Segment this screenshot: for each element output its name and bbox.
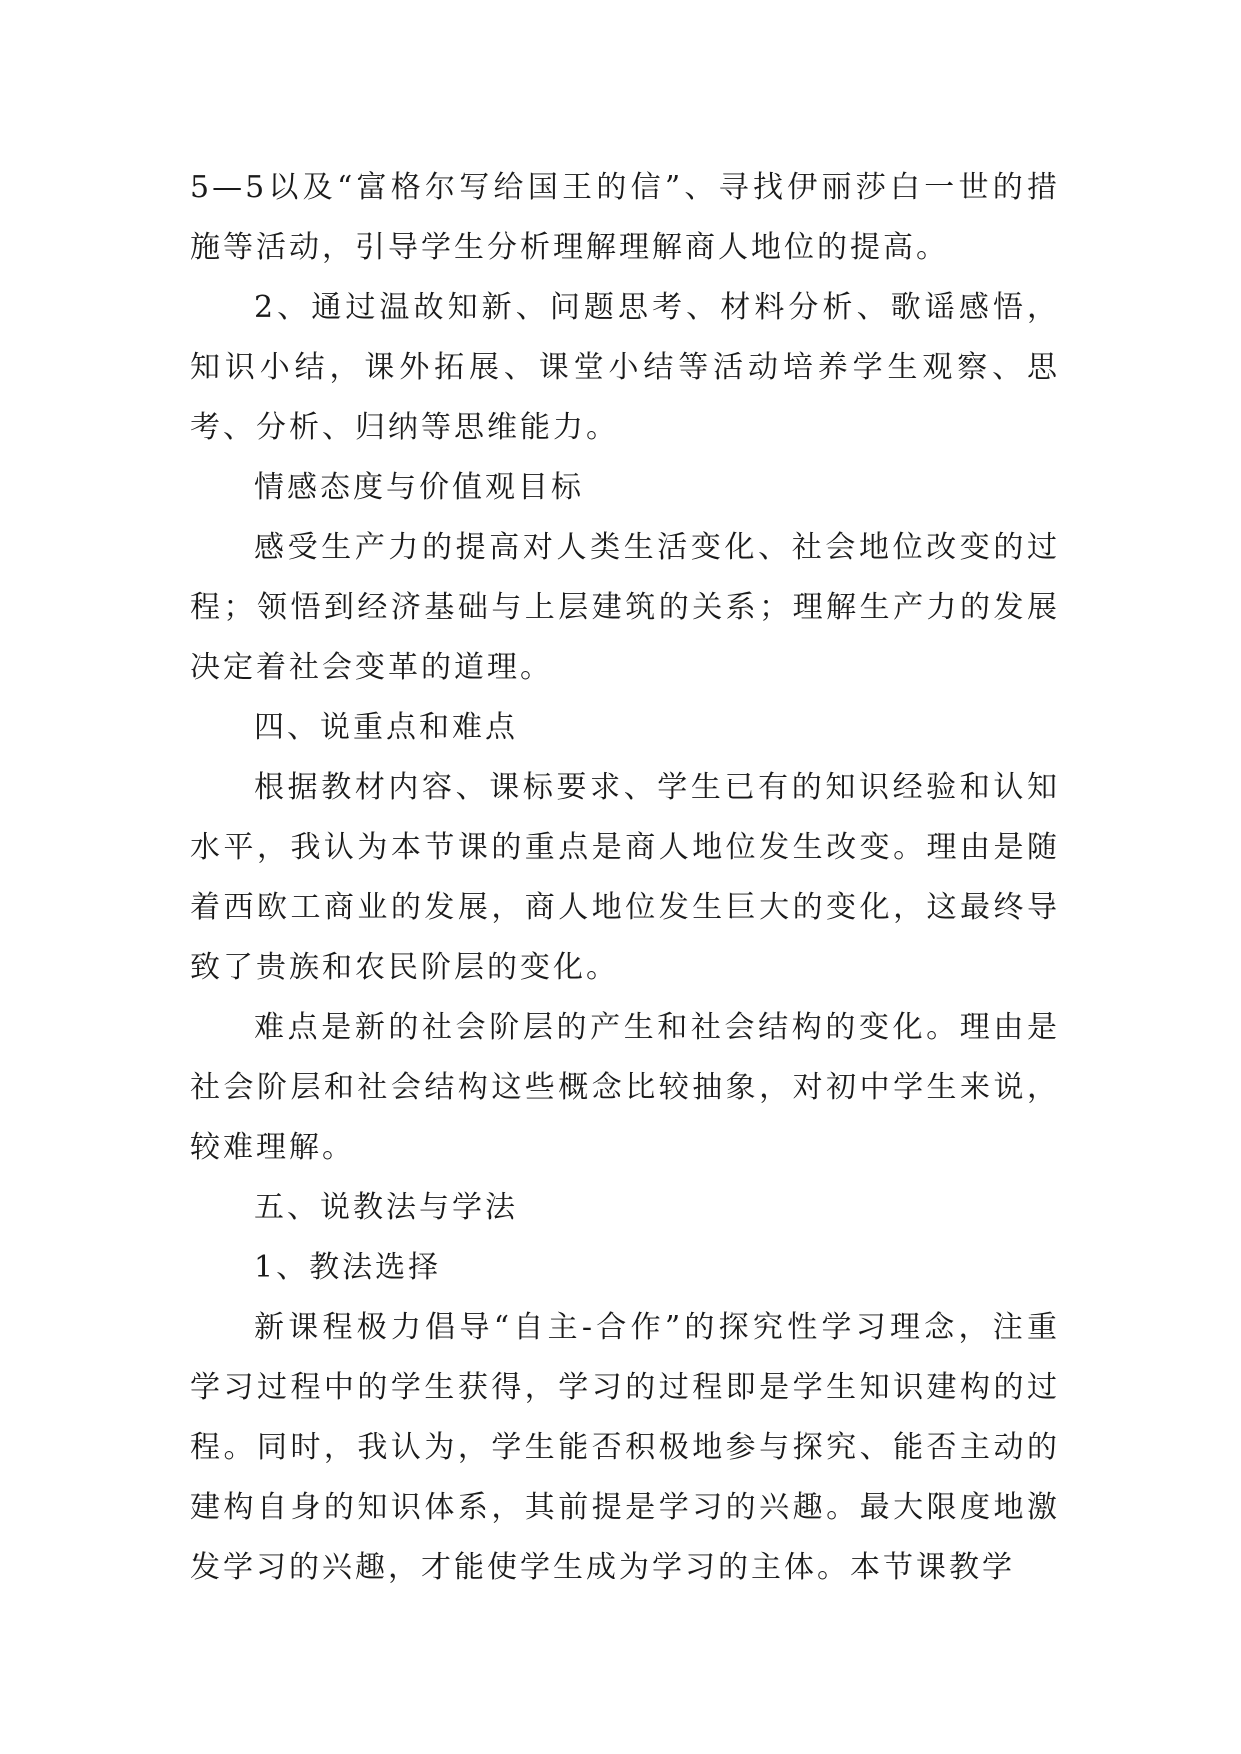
paragraph-key-point: 根据教材内容、课标要求、学生已有的知识经验和认知水平，我认为本节课的重点是商人地位发生改变。理由是随着西欧工商业的发展，商人地位发生巨大的变化，这最终导致了贵族和农民阶层的变化。 xyxy=(190,770,1060,985)
heading-teaching-method: 1、教法选择 xyxy=(254,1250,442,1285)
heading-key-points: 四、说重点和难点 xyxy=(254,710,518,745)
paragraph-difficult-point: 难点是新的社会阶层的产生和社会结构的变化。理由是社会阶层和社会结构这些概念比较抽象，对初中学生来说，较难理解。 xyxy=(190,1010,1060,1165)
paragraph-emotion-goal: 感受生产力的提高对人类生活变化、社会地位改变的过程；领悟到经济基础与上层建筑的关系；理解生产力的发展决定着社会变革的道理。 xyxy=(190,530,1060,685)
document-body xyxy=(190,158,1060,1598)
paragraph-teaching-method: 新课程极力倡导“自主-合作”的探究性学习理念，注重学习过程中的学生获得，学习的过程即是学生知识建构的过程。同时，我认为，学生能否积极地参与探究、能否主动的建构自身的知识体系，其前提是学习的兴趣。最大限度地激发学习的兴趣，才能使学生成为学习的主体。本节课教学 xyxy=(190,1310,1060,1585)
paragraph-ability-goal: 2、通过温故知新、问题思考、材料分析、歌谣感悟，知识小结，课外拓展、课堂小结等活动培养学生观察、思考、分析、归纳等思维能力。 xyxy=(190,290,1060,445)
heading-emotion-goal: 情感态度与价值观目标 xyxy=(254,470,584,505)
paragraph-continuation: 5—5以及“富格尔写给国王的信”、寻找伊丽莎白一世的措施等活动，引导学生分析理解理解商人地位的提高。 xyxy=(190,170,1060,265)
heading-methods: 五、说教法与学法 xyxy=(254,1190,518,1225)
